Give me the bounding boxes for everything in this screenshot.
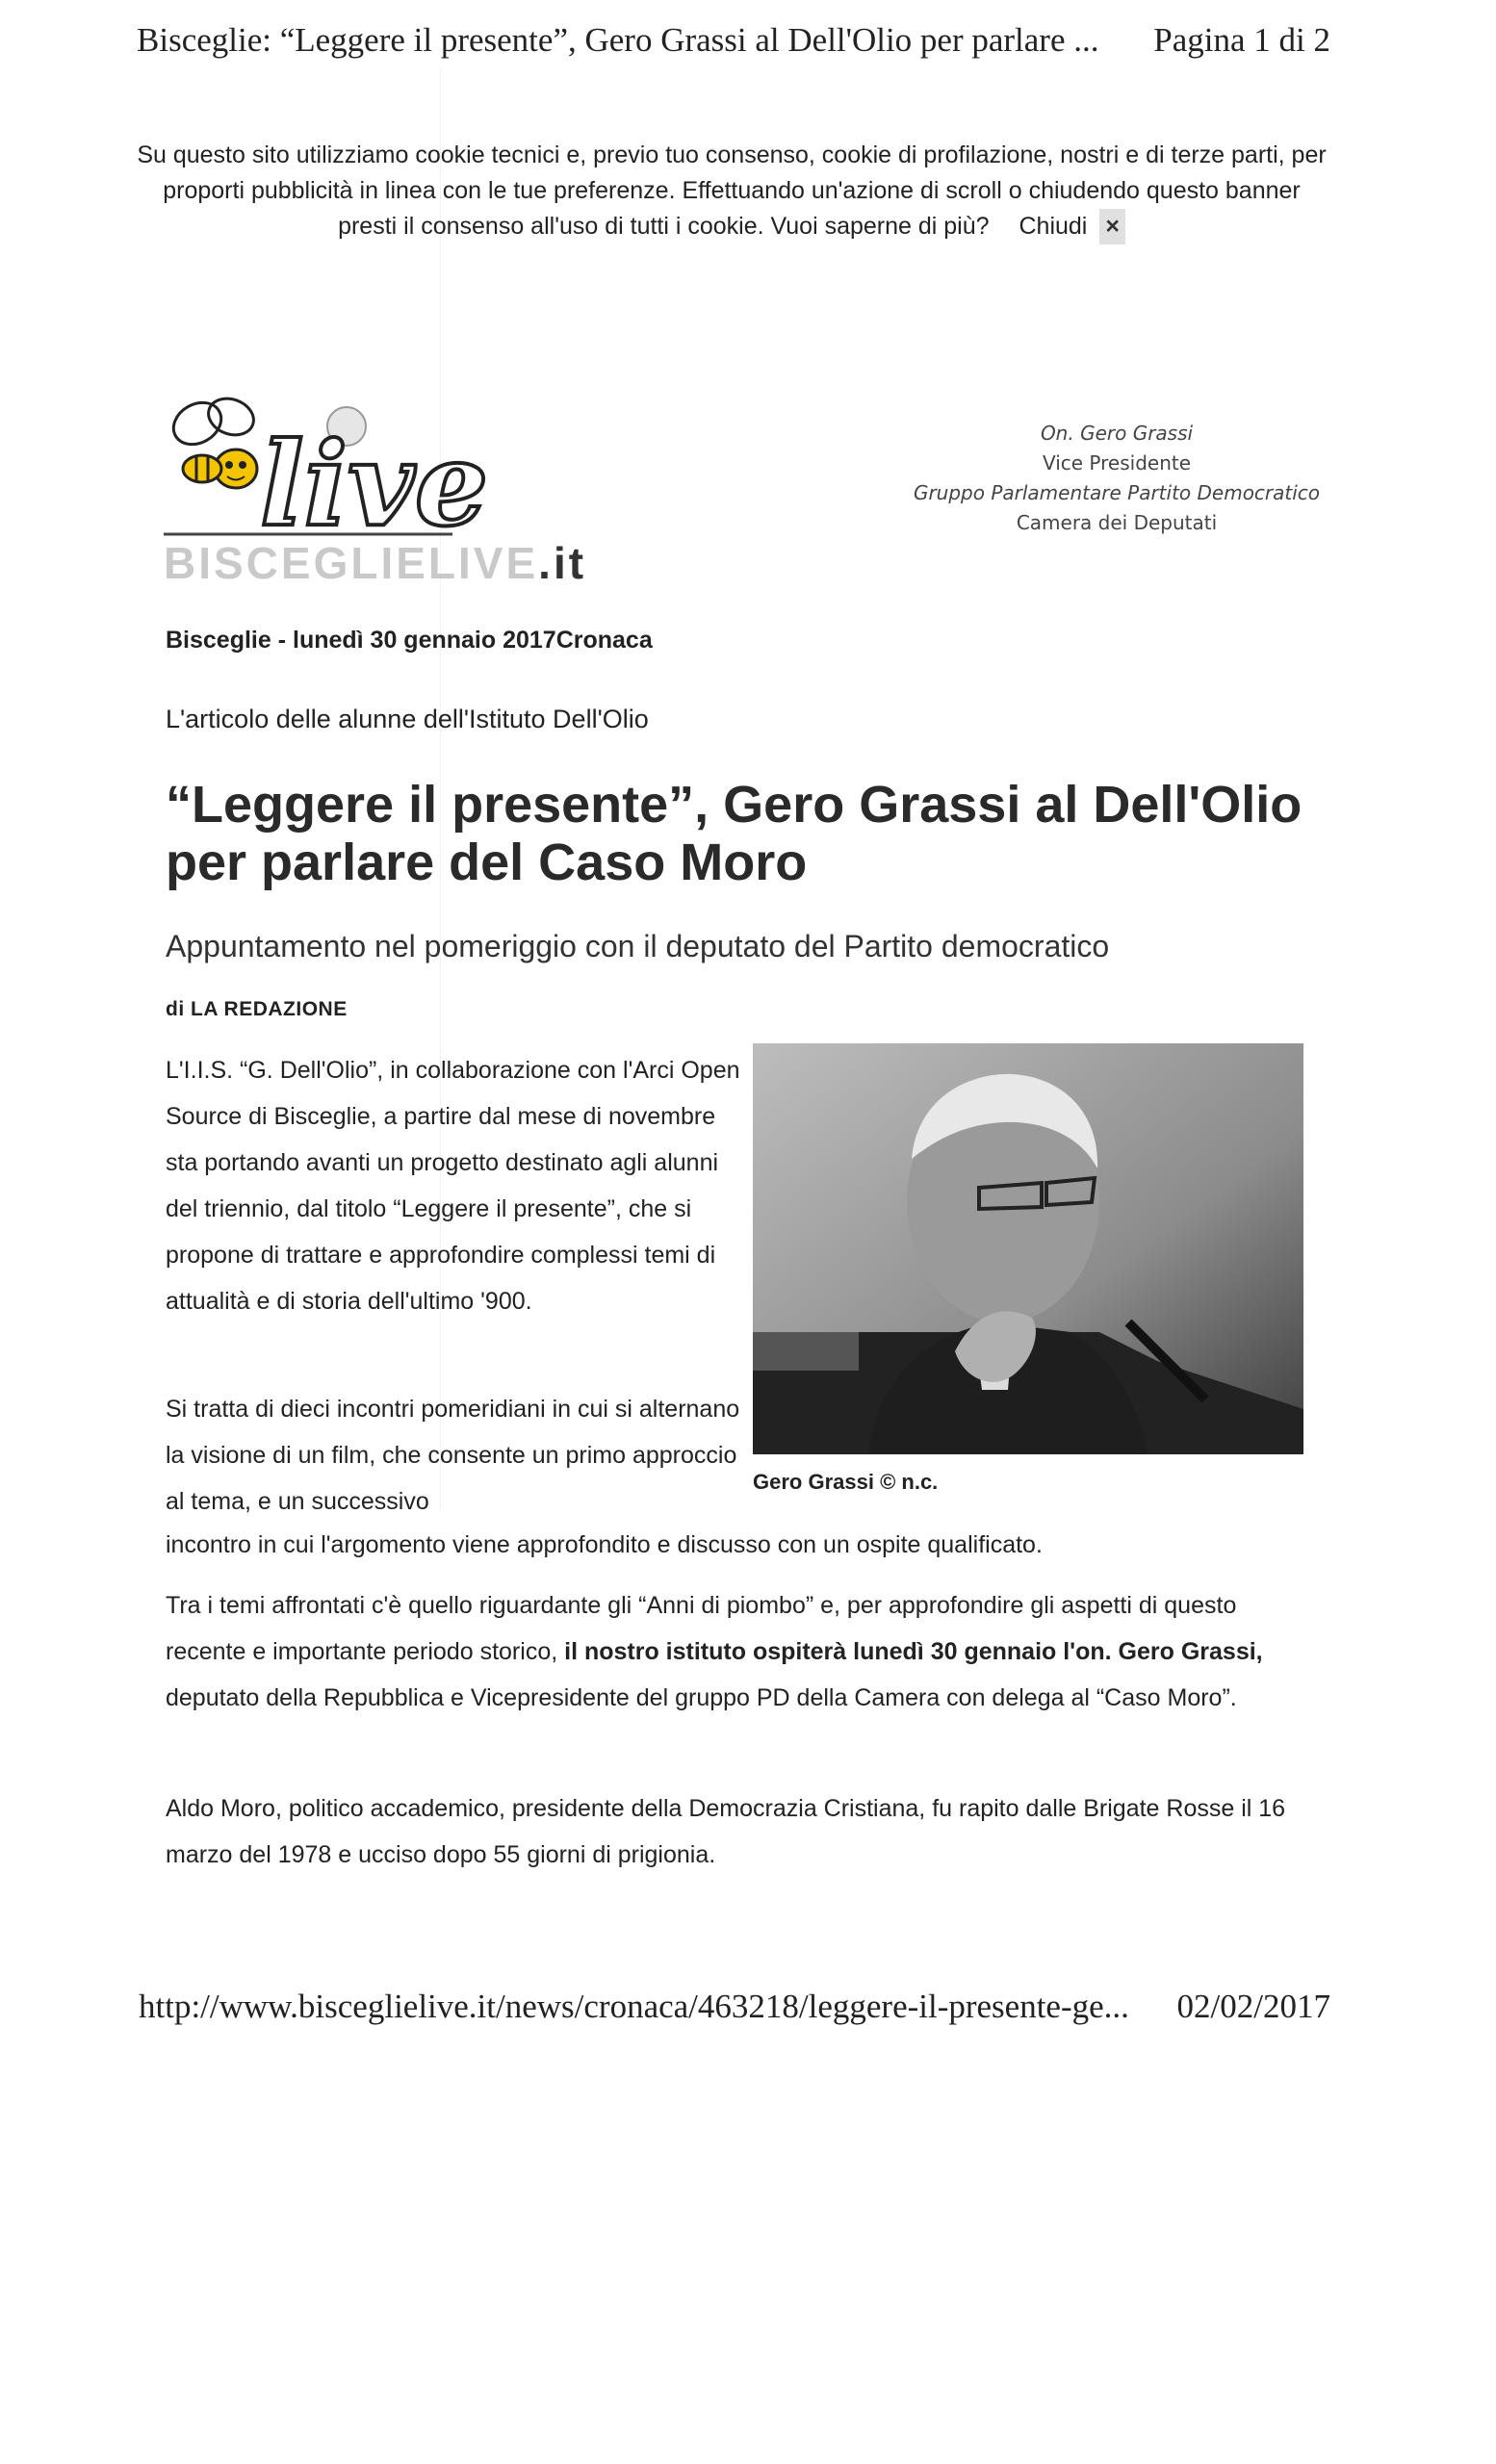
logo-wordmark <box>164 537 586 589</box>
cookie-banner <box>135 138 1328 244</box>
print-header-title: Bisceglie: “Leggere il presente”, Gero Grassi al Dell'Olio per parlare ... <box>137 21 1099 59</box>
article-text: deputato della Repubblica e Vicepresidente del gruppo PD della Camera con delega al “Caso Moro”. <box>166 1684 1237 1711</box>
close-icon[interactable]: × <box>1099 209 1125 244</box>
letterhead-group: Gruppo Parlamentare Partito Democratico <box>913 481 1321 504</box>
print-footer-url: http://www.bisceglielive.it/news/cronaca/463218/leggere-il-presente-ge... <box>139 1988 1129 2025</box>
cookie-close-button[interactable] <box>1019 213 1124 240</box>
logo-script-text: live <box>260 417 489 552</box>
article-dateline: Bisceglie - lunedì 30 gennaio 2017Cronaca <box>166 627 653 654</box>
article-paragraph <box>166 1582 1321 1721</box>
article-photo <box>753 1043 1303 1454</box>
logo-tld: .it <box>538 538 587 588</box>
article-paragraph: Aldo Moro, politico accademico, presidente della Democrazia Cristiana, fu rapito dalle Brigate Rosse il 16 marzo del 1978 e ucciso dopo 55 giorni di prigionia. <box>166 1795 1286 1868</box>
letterhead-role: Vice Presidente <box>1042 451 1192 475</box>
print-footer-date: 02/02/2017 <box>1176 1988 1330 2025</box>
print-header-page: Pagina 1 di 2 <box>1153 21 1330 59</box>
article-subheadline: Appuntamento nel pomeriggio con il deputato del Partito democratico <box>166 929 1110 963</box>
photo-caption: Gero Grassi © n.c. <box>753 1470 939 1494</box>
article-paragraph-continuation: incontro in cui l'argomento viene approfondito e discusso con un ospite qualificato. <box>166 1531 1043 1558</box>
letterhead-stamp <box>866 419 1367 538</box>
article-paragraph: L'I.I.S. “G. Dell'Olio”, in collaborazione con l'Arci Open Source di Bisceglie, a partire dal mese di novembre sta portando avanti un progetto destinato agli alunni del triennio, dal titolo “Leggere il presente”, che si propone di trattare e approfondire complessi temi di attualità e di storia dell'ultimo '900. <box>166 1057 740 1315</box>
article-headline: “Leggere il presente”, Gero Grassi al Dell'Olio per parlare del Caso Moro <box>166 776 1303 891</box>
article-text: Tra i temi affrontati c'è quello riguardante gli “Anni di piombo” e, per approfondire gli aspetti di questo recente e importante periodo storico, <box>166 1592 1237 1665</box>
bee-icon <box>166 393 258 488</box>
article-kicker: L'articolo delle alunne dell'Istituto Dell'Olio <box>166 705 649 733</box>
article-byline: di LA REDAZIONE <box>166 998 348 1020</box>
article-paragraph: Si tratta di dieci incontri pomeridiani in cui si alternano la visione di un film, che consente un primo approccio al tema, e un successivo <box>166 1396 740 1515</box>
cookie-close-label: Chiudi <box>1019 213 1088 240</box>
cookie-banner-text: Su questo sito utilizziamo cookie tecnici e, previo tuo consenso, cookie di profilazione, nostri e di terze parti, per proporti pubblicità in linea con le tue preferenze. Effettuando un'azione di scroll o chiudendo questo banner presti il consenso all'uso di tutti i cookie. Vuoi saperne di più? <box>137 141 1327 240</box>
portrait-image <box>753 1043 1303 1454</box>
letterhead-chamber: Camera dei Deputati <box>1016 511 1218 534</box>
letterhead-name: On. Gero Grassi <box>1040 422 1194 445</box>
article-bold-text: il nostro istituto ospiterà lunedì 30 gennaio l'on. Gero Grassi, <box>564 1638 1263 1665</box>
logo-site-name: BISCEGLIELIVE <box>164 538 539 588</box>
